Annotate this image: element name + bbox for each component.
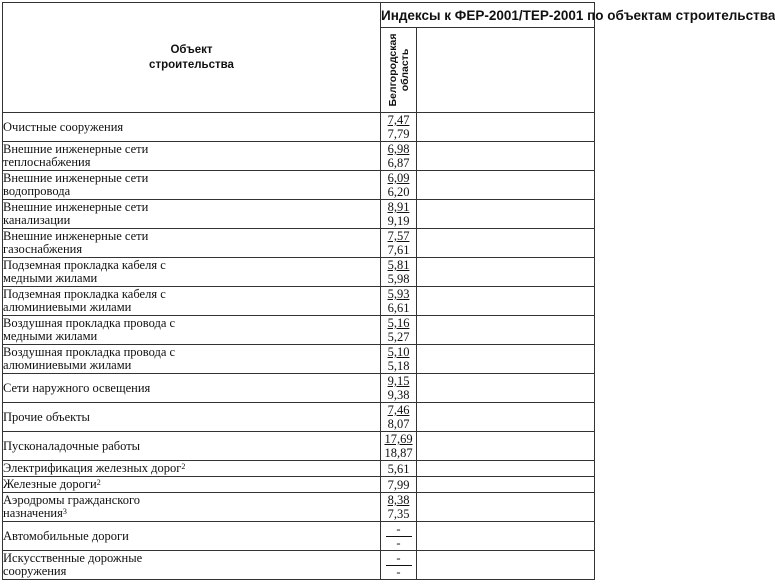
index-value-lower: 5,27 [387,330,410,344]
empty-cell [417,113,595,142]
object-name-line: Подземная прокладка кабеля с [3,287,166,301]
index-value-upper: 8,38 [387,493,410,507]
indices-table [2,2,775,580]
index-value-cell [381,403,417,432]
index-value-cell [381,258,417,287]
index-value-upper-wrap [381,403,416,417]
table-row [3,403,595,432]
object-name-cell [3,551,381,580]
empty-cell [417,551,595,580]
empty-cell [417,345,595,374]
table-row [3,316,595,345]
object-name-line: теплоснабжения [3,155,91,169]
table-row [3,287,595,316]
empty-cell [417,316,595,345]
table-row [3,477,595,493]
object-name-line: Пусконаладочные работы [3,438,141,453]
object-name-cell [3,477,381,493]
index-value-cell [381,461,417,477]
table-row [3,432,595,461]
index-value-upper: - [386,551,412,566]
footnote-mark: 2 [181,462,186,471]
object-name-cell [3,142,381,171]
index-value-cell [381,287,417,316]
index-value-upper: 7,47 [387,113,410,127]
object-name-line [3,462,380,475]
object-name-line: медными жилами [3,329,98,343]
index-value-cell [381,493,417,522]
object-name-line: Искусственные дорожные [3,551,143,565]
index-value-upper: 5,81 [387,258,410,272]
object-name-cell [3,432,381,461]
object-name-cell [3,229,381,258]
empty-cell [417,403,595,432]
object-name-line: Внешние инженерные сети [3,229,149,243]
index-value-lower: 7,79 [387,127,410,141]
object-name-cell [3,287,381,316]
table-row [3,142,595,171]
empty-cell [417,522,595,551]
index-value-lower: - [396,565,401,579]
index-value-cell [381,477,417,493]
index-value-upper-wrap [381,551,416,565]
region-column-header [381,28,417,113]
object-name-line: Прочие объекты [3,409,90,424]
empty-cell [417,258,595,287]
object-name-cell [3,200,381,229]
object-name-cell [3,403,381,432]
object-name-line: Внешние инженерные сети [3,171,149,185]
table-row [3,200,595,229]
index-value-upper-wrap [381,374,416,388]
index-value-lower: 6,61 [387,301,410,315]
object-name-cell [3,374,381,403]
index-value-upper-wrap [381,522,416,536]
empty-cell [417,229,595,258]
object-name-line: водопровода [3,184,71,198]
index-value-cell [381,229,417,258]
group-title: Индексы к ФЕР-2001/ТЕР-2001 по объектам строительства [381,3,595,28]
index-value-upper-wrap [381,258,416,272]
object-name-line: медными жилами [3,271,98,285]
index-value-cell [381,113,417,142]
index-value-upper-wrap [381,142,416,156]
index-value-upper-wrap [381,171,416,185]
index-value-cell [381,551,417,580]
object-name-line: Внешние инженерные сети [3,142,149,156]
table-row [3,171,595,200]
table-row [3,461,595,477]
index-value-upper-wrap [381,432,416,446]
object-name-text: назначения [3,506,63,520]
index-value-lower: 5,98 [387,272,410,286]
region-header-line-2: область [398,48,411,92]
object-name-line: Очистные сооружения [3,119,124,134]
index-value-upper: 7,57 [387,229,410,243]
object-name-line: газоснабжения [3,242,83,256]
index-value-cell [381,522,417,551]
empty-cell [417,142,595,171]
object-name-cell [3,345,381,374]
index-value-cell [381,142,417,171]
table-body [3,113,595,580]
index-value-upper: 8,91 [387,200,410,214]
empty-cell [417,171,595,200]
footnote-mark: 2 [96,478,101,487]
object-name-line: Автомобильные дороги [3,528,129,543]
index-value-lower: 7,61 [387,243,410,257]
index-value-upper: 6,98 [387,142,410,156]
index-value-lower: - [396,536,401,550]
object-name-cell [3,113,381,142]
object-name-cell [3,493,381,522]
object-name-cell [3,461,381,477]
object-column-header [3,3,381,113]
index-value-lower: 18,87 [384,446,413,460]
object-name-cell [3,316,381,345]
table-row [3,345,595,374]
header-row-1 [3,3,595,28]
index-value-upper: 17,69 [384,432,413,446]
empty-cell [417,287,595,316]
empty-cell [417,477,595,493]
index-value-cell [381,374,417,403]
index-value-upper: 6,09 [387,171,410,185]
empty-cell [417,432,595,461]
index-value-cell [381,345,417,374]
table-row [3,493,595,522]
index-value-lower: 7,35 [387,507,410,521]
object-name-line [3,507,380,520]
table-row [3,522,595,551]
index-value-upper: 5,16 [387,316,410,330]
object-name-cell [3,258,381,287]
empty-cell [417,200,595,229]
index-value-cell [381,200,417,229]
index-value-lower: 6,20 [387,185,410,199]
table-row [3,113,595,142]
table-row [3,258,595,287]
object-header-line-2: строительства [149,58,234,71]
empty-cell [417,374,595,403]
object-name-line: алюминиевыми жилами [3,358,132,372]
object-name-cell [3,522,381,551]
index-value-upper-wrap [381,316,416,330]
object-name-line: сооружения [3,564,67,578]
index-value-upper-wrap [381,287,416,301]
empty-header-cell [417,28,595,113]
table-row [3,229,595,258]
object-name-line: Сети наружного освещения [3,380,151,395]
index-value: 7,99 [387,477,410,492]
index-value-upper-wrap [381,493,416,507]
index-value-upper-wrap [381,200,416,214]
empty-cell [417,461,595,477]
object-name-line: алюминиевыми жилами [3,300,132,314]
object-name-line: Воздушная прокладка провода с [3,345,176,359]
table-row [3,551,595,580]
object-name-text: Железные дороги [3,477,97,491]
index-value-lower: 6,87 [387,156,410,170]
index-value-upper: 7,46 [387,403,410,417]
object-name-line: Подземная прокладка кабеля с [3,258,166,272]
object-name-line: Внешние инженерные сети [3,200,149,214]
index-value-cell [381,432,417,461]
index-value-lower: 9,19 [387,214,410,228]
footnote-mark: 3 [62,507,67,516]
table-row [3,374,595,403]
index-value: 5,61 [387,461,410,476]
object-name-line [3,478,380,491]
object-name-line: Аэродромы гражданского [3,493,141,507]
index-value-upper-wrap [381,113,416,127]
index-value-lower: 5,18 [387,359,410,373]
index-value-upper-wrap [381,345,416,359]
object-name-text: Электрификация железных дорог [3,461,182,475]
index-value-upper: 9,15 [387,374,410,388]
object-name-line: канализации [3,213,71,227]
index-value-upper: - [386,522,412,537]
index-value-cell [381,171,417,200]
empty-cell [417,493,595,522]
index-value-upper: 5,93 [387,287,410,301]
index-value-cell [381,316,417,345]
index-value-upper-wrap [381,229,416,243]
object-name-line: Воздушная прокладка провода с [3,316,176,330]
object-name-cell [3,171,381,200]
index-value-upper: 5,10 [387,345,410,359]
index-value-lower: 9,38 [387,388,410,402]
region-header-line-1: Белгородская [386,33,399,107]
index-value-lower: 8,07 [387,417,410,431]
object-header-line-1: Объект [170,43,213,56]
